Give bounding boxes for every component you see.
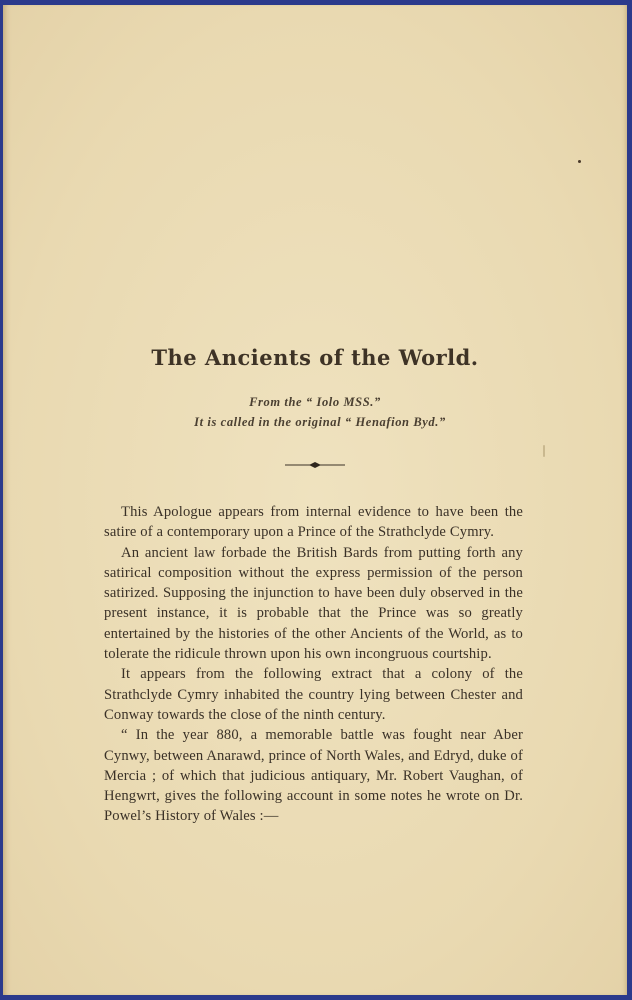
paragraph: It appears from the following extract that a colony of the Strathclyde Cymry inhabited the country lying between Chester and Conway towards the close of the ninth century. xyxy=(104,666,523,723)
book-page xyxy=(3,5,627,995)
paragraph: An ancient law forbade the British Bards from putting forth any satirical composition without the express permission of the person satirized. Supposing the injunction to have been duly observed in the present instance, it is probable that the Prince was so greatly entertained by the histories of the other Ancients of the World, as to tolerate the ridicule thrown upon his own incongruous courtship. xyxy=(104,544,523,663)
paper-speck xyxy=(578,160,581,163)
paper-speck xyxy=(543,445,545,457)
subtitle-source: From the “ Iolo MSS.” xyxy=(249,395,381,409)
body-text xyxy=(104,502,523,827)
page-title: The Ancients of the World. xyxy=(151,345,479,370)
subtitle-original-name: It is called in the original “ Henafion Byd.” xyxy=(194,415,446,429)
rule-with-diamond-icon xyxy=(285,460,345,470)
paragraph: “ In the year 880, a memorable battle was fought near Aber Cynwy, between Anarawd, prince of North Wales, and Edryd, duke of Mercia ; of which that judicious antiquary, Mr. Robert Vaughan, of Hengwrt, gives the following account in some notes he wrote on Dr. Powel’s History of Wales :— xyxy=(104,727,523,825)
paragraph: This Apologue appears from internal evidence to have been the satire of a contemporary upon a Prince of the Strathclyde Cymry. xyxy=(104,504,523,541)
